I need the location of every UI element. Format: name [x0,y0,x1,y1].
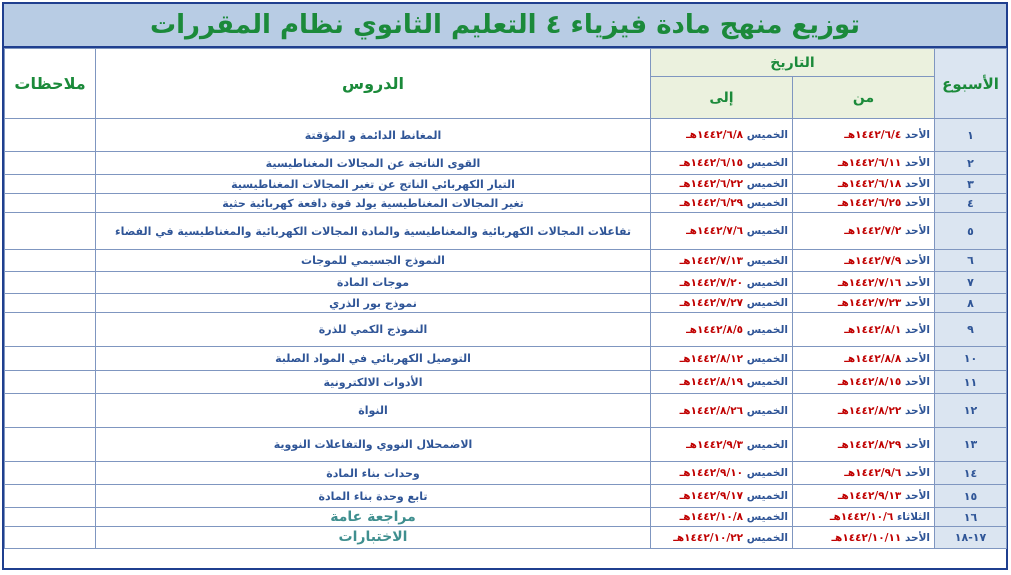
from-date: ١٤٤٢/١٠/١١هـ [831,531,902,544]
from-date-cell [793,428,935,462]
lesson-title: الاختبارات [96,527,651,549]
to-date: ١٤٤٢/٧/٦هـ [686,225,744,237]
table-row [5,428,1007,462]
to-day: الخميس [746,376,788,388]
to-day: الخميس [746,511,788,523]
lesson-title: النواة [96,394,651,428]
week-number: ٥ [935,213,1007,250]
from-date-cell [793,213,935,250]
lesson-title: القوى الناتجة عن المجالات المغناطيسية [96,152,651,175]
table-row [5,508,1007,527]
from-date: ١٤٤٢/٨/١هـ [844,323,902,336]
schedule-rows [5,119,1007,549]
from-date: ١٤٤٢/٨/٢٩هـ [837,438,902,451]
notes-cell [5,294,96,313]
from-day: الأحد [904,297,930,309]
header-date: التاريخ [651,49,935,77]
from-day: الأحد [904,225,930,237]
lesson-title: نموذج بور الذري [96,294,651,313]
table-row [5,194,1007,213]
table-row [5,152,1007,175]
table-row [5,250,1007,272]
to-date-cell [651,347,793,371]
to-date: ١٤٤٢/٧/٢٠هـ [679,276,744,289]
from-day: الأحد [904,490,930,502]
from-day: الأحد [904,467,930,479]
to-date: ١٤٤٢/١٠/٢٢هـ [673,531,744,544]
to-date-cell [651,119,793,152]
week-number: ١٧-١٨ [935,527,1007,549]
to-date-cell [651,485,793,508]
from-day: الأحد [904,323,930,336]
from-day: الأحد [904,531,930,544]
to-day: الخميس [746,276,788,289]
to-date: ١٤٤٢/٧/٢٧هـ [679,297,744,309]
from-day: الأحد [904,197,930,209]
header-lessons: الدروس [96,49,651,119]
to-date-cell [651,175,793,194]
week-number: ٧ [935,272,1007,294]
lesson-title: وحدات بناء المادة [96,462,651,485]
table-row [5,371,1007,394]
from-date: ١٤٤٢/٨/٨هـ [844,352,902,365]
schedule-table [4,48,1007,549]
lesson-title: موجات المادة [96,272,651,294]
from-date: ١٤٤٢/١٠/٦هـ [829,511,894,523]
lesson-title: التوصيل الكهربائي في المواد الصلبة [96,347,651,371]
from-date-cell [793,175,935,194]
week-number: ٣ [935,175,1007,194]
lesson-title: المغانط الدائمة و المؤقتة [96,119,651,152]
from-day: الأحد [904,157,930,169]
to-day: الخميس [746,297,788,309]
notes-cell [5,428,96,462]
table-row [5,213,1007,250]
to-date: ١٤٤٢/٦/٨هـ [686,129,744,141]
to-date: ١٤٤٢/٦/٢٢هـ [679,178,744,190]
from-date-cell [793,272,935,294]
notes-cell [5,394,96,428]
lesson-title: تغير المجالات المغناطيسية يولد قوة دافعة كهربائية حثية [96,194,651,213]
lesson-title: تابع وحدة بناء المادة [96,485,651,508]
notes-cell [5,119,96,152]
to-date-cell [651,428,793,462]
to-day: الخميس [746,254,788,267]
notes-cell [5,313,96,347]
notes-cell [5,371,96,394]
notes-cell [5,485,96,508]
to-day: الخميس [746,531,788,544]
week-number: ١٢ [935,394,1007,428]
header-from: من [793,77,935,119]
from-day: الأحد [904,254,930,267]
title-bar [4,4,1006,48]
week-number: ١٤ [935,462,1007,485]
from-date: ١٤٤٢/٦/٤هـ [844,129,902,141]
table-row [5,394,1007,428]
week-number: ٦ [935,250,1007,272]
table-row [5,347,1007,371]
to-day: الخميس [746,178,788,190]
from-date-cell [793,508,935,527]
week-number: ٩ [935,313,1007,347]
to-date-cell [651,462,793,485]
to-date-cell [651,250,793,272]
to-day: الخميس [746,323,788,336]
notes-cell [5,347,96,371]
from-date: ١٤٤٢/٨/٢٢هـ [837,404,902,417]
table-row [5,119,1007,152]
to-date-cell [651,394,793,428]
week-number: ١ [935,119,1007,152]
from-date: ١٤٤٢/٧/٢٣هـ [837,297,902,309]
from-date-cell [793,347,935,371]
from-day: الأحد [904,276,930,289]
from-date-cell [793,194,935,213]
to-date-cell [651,213,793,250]
to-date: ١٤٤٢/٦/٢٩هـ [679,197,744,209]
from-date-cell [793,119,935,152]
to-date: ١٤٤٢/٨/١٢هـ [679,352,744,365]
table-row [5,294,1007,313]
week-number: ١٥ [935,485,1007,508]
header-to: إلى [651,77,793,119]
notes-cell [5,175,96,194]
notes-cell [5,250,96,272]
to-day: الخميس [746,157,788,169]
table-row [5,272,1007,294]
to-day: الخميس [746,490,788,502]
to-date-cell [651,371,793,394]
notes-cell [5,152,96,175]
table-row [5,527,1007,549]
page-title: توزيع منهج مادة فيزياء ٤ التعليم الثانوي نظام المقررات [149,10,861,40]
from-date: ١٤٤٢/٦/١١هـ [837,157,902,169]
from-day: الأحد [904,178,930,190]
from-date-cell [793,527,935,549]
to-date-cell [651,294,793,313]
from-day: الأحد [904,352,930,365]
to-day: الخميس [746,404,788,417]
to-date: ١٤٤٢/٩/١٠هـ [679,467,744,479]
table-row [5,485,1007,508]
from-day: الأحد [904,129,930,141]
to-day: الخميس [746,352,788,365]
notes-cell [5,213,96,250]
notes-cell [5,508,96,527]
to-date: ١٤٤٢/٨/٥هـ [686,323,744,336]
week-number: ١٠ [935,347,1007,371]
to-day: الخميس [746,438,788,451]
from-date-cell [793,371,935,394]
to-day: الخميس [746,129,788,141]
from-date: ١٤٤٢/٩/١٣هـ [837,490,902,502]
table-row [5,175,1007,194]
to-date: ١٤٤٢/٩/٣هـ [686,438,744,451]
from-date-cell [793,250,935,272]
to-date: ١٤٤٢/١٠/٨هـ [679,511,744,523]
from-day: الثلاثاء [896,511,930,523]
from-date: ١٤٤٢/٦/٢٥هـ [837,197,902,209]
notes-cell [5,527,96,549]
from-date: ١٤٤٢/٩/٦هـ [844,467,902,479]
header-week: الأسبوع [935,49,1007,119]
week-number: ١٣ [935,428,1007,462]
from-date: ١٤٤٢/٦/١٨هـ [837,178,902,190]
table-row [5,313,1007,347]
to-date-cell [651,152,793,175]
from-date: ١٤٤٢/٨/١٥هـ [837,376,902,388]
to-date: ١٤٤٢/٧/١٣هـ [679,254,744,267]
week-number: ٢ [935,152,1007,175]
from-date-cell [793,313,935,347]
week-number: ١١ [935,371,1007,394]
to-date: ١٤٤٢/٦/١٥هـ [679,157,744,169]
from-date-cell [793,462,935,485]
from-day: الأحد [904,404,930,417]
lesson-title: الأدوات الالكترونية [96,371,651,394]
notes-cell [5,272,96,294]
lesson-title: الاضمحلال النووي والتفاعلات النووية [96,428,651,462]
to-date-cell [651,313,793,347]
to-day: الخميس [746,467,788,479]
from-date-cell [793,294,935,313]
to-day: الخميس [746,197,788,209]
to-date-cell [651,194,793,213]
from-day: الأحد [904,438,930,451]
schedule-sheet [2,2,1008,570]
lesson-title: التيار الكهربائي الناتج عن تغير المجالات المغناطيسية [96,175,651,194]
from-date: ١٤٤٢/٧/٩هـ [844,254,902,267]
from-date-cell [793,152,935,175]
from-date-cell [793,485,935,508]
from-day: الأحد [904,376,930,388]
notes-cell [5,194,96,213]
week-number: ٤ [935,194,1007,213]
to-date-cell [651,527,793,549]
to-day: الخميس [746,225,788,237]
from-date: ١٤٤٢/٧/١٦هـ [837,276,902,289]
lesson-title: النموذج الجسيمي للموجات [96,250,651,272]
week-number: ٨ [935,294,1007,313]
to-date-cell [651,508,793,527]
from-date: ١٤٤٢/٧/٢هـ [844,225,902,237]
week-number: ١٦ [935,508,1007,527]
lesson-title: النموذج الكمي للذرة [96,313,651,347]
lesson-title: تفاعلات المجالات الكهربائية والمغناطيسية والمادة المجالات الكهربائية والمغناطيسية في الفضاء [96,213,651,250]
to-date: ١٤٤٢/٨/٢٦هـ [679,404,744,417]
lesson-title: مراجعة عامة [96,508,651,527]
notes-cell [5,462,96,485]
header-notes: ملاحظات [5,49,96,119]
from-date-cell [793,394,935,428]
to-date-cell [651,272,793,294]
table-row [5,462,1007,485]
to-date: ١٤٤٢/٩/١٧هـ [679,490,744,502]
to-date: ١٤٤٢/٨/١٩هـ [679,376,744,388]
